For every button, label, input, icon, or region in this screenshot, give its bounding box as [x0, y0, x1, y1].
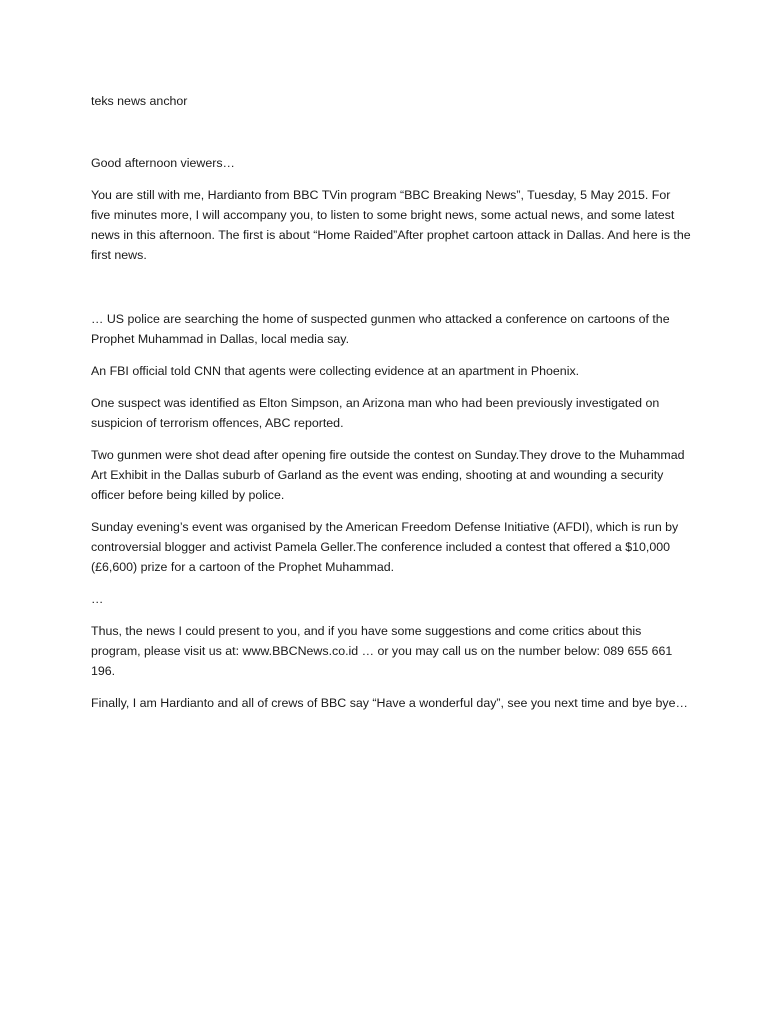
- paragraph-gunmen: Two gunmen were shot dead after opening fire outside the contest on Sunday.They drove to the Muhammad Art Exhibit in the Dallas suburb of Garland as the event was ending, shooting at and wounding a security officer before being killed by police.: [91, 448, 685, 502]
- document-body: [91, 91, 691, 725]
- paragraph-greeting: Good afternoon viewers…: [91, 156, 235, 170]
- paragraph-fbi: An FBI official told CNN that agents were collecting evidence at an apartment in Phoenix.: [91, 364, 580, 378]
- paragraph-suspect: One suspect was identified as Elton Simpson, an Arizona man who had been previously investigated on suspicion of terrorism offences, ABC reported.: [91, 396, 660, 430]
- paragraph-news-lead: … US police are searching the home of suspected gunmen who attacked a conference on cartoons of the Prophet Muhammad in Dallas, local media say.: [91, 312, 670, 346]
- paragraph-ellipsis: …: [91, 592, 104, 606]
- paragraph-closing-contact: Thus, the news I could present to you, and if you have some suggestions and come critics about this program, please visit us at: www.BBCNews.co.id … or you may call us on the number below: 089 655 661 196.: [91, 624, 673, 678]
- paragraph-spacer: [91, 277, 691, 309]
- paragraph-event: Sunday evening’s event was organised by the American Freedom Defense Initiative (AFDI), which is run by controversial blogger and activist Pamela Geller.The conference included a contest that offered a $10,000 (£6,600) prize for a cartoon of the Prophet Muhammad.: [91, 520, 679, 574]
- document-title: teks news anchor: [91, 94, 188, 108]
- paragraph-introduction: You are still with me, Hardianto from BBC TVin program “BBC Breaking News”, Tuesday, 5 May 2015. For five minutes more, I will accompany you, to listen to some bright news, some actual news, and some latest news in this afternoon. The first is about “Home Raided”After prophet cartoon attack in Dallas. And here is the first news.: [91, 188, 691, 262]
- paragraph-farewell: Finally, I am Hardianto and all of crews of BBC say “Have a wonderful day”, see you next time and bye bye…: [91, 696, 688, 710]
